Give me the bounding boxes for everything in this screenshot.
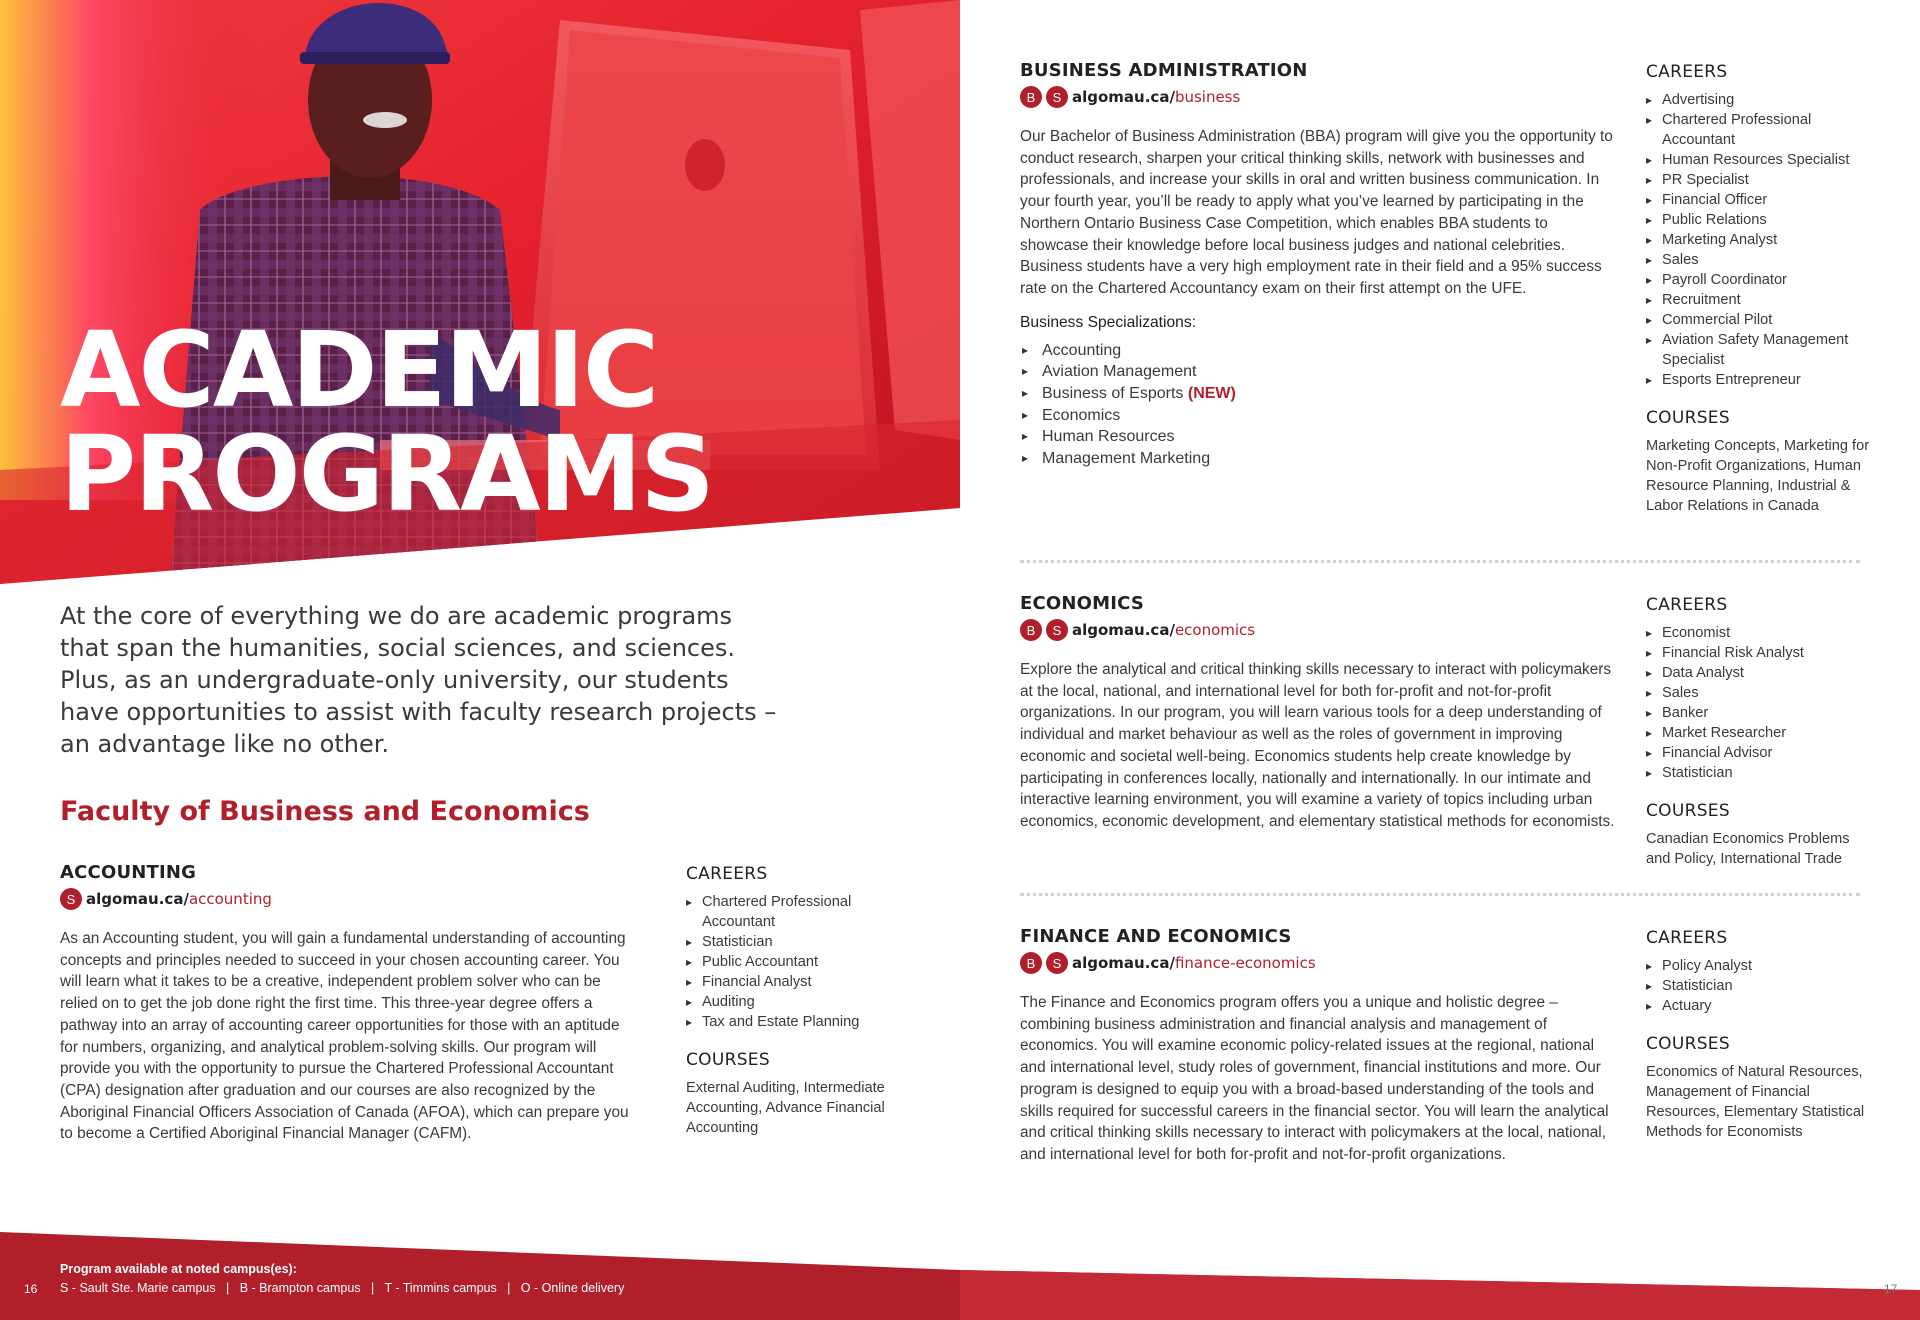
- business-section: [1020, 60, 1620, 470]
- campus-badge-s: S: [60, 888, 82, 910]
- url-path[interactable]: economics: [1174, 621, 1256, 639]
- list-item: ▸ Financial Advisor: [1646, 743, 1876, 763]
- economics-title: ECONOMICS: [1020, 593, 1145, 614]
- list-item: ▸ Policy Analyst: [1646, 956, 1876, 976]
- careers-heading: CAREERS: [1646, 62, 1728, 82]
- list-item: ▸ PR Specialist: [1646, 170, 1876, 190]
- economics-careers-list: [1646, 623, 1876, 783]
- footer-campus-legend: S - Sault Ste. Marie campus | B - Brampton campus | T - Timmins campus | O - Online delivery: [60, 1281, 625, 1295]
- list-item: ▸ Commercial Pilot: [1646, 310, 1876, 330]
- campus-badge-s: S: [1046, 619, 1068, 641]
- list-item: ▸ Statistician: [686, 932, 916, 952]
- finance-url[interactable]: [1020, 952, 1620, 974]
- url-domain: algomau.ca/: [1072, 621, 1175, 639]
- economics-courses: Canadian Economics Problems and Policy, International Trade: [1646, 831, 1850, 867]
- list-item: ▸ Banker: [1646, 703, 1876, 723]
- list-item: ▸ Sales: [1646, 250, 1876, 270]
- accounting-courses: External Auditing, Intermediate Accounting, Advance Financial Accounting: [686, 1080, 885, 1136]
- list-item: ▸ Auditing: [686, 992, 916, 1012]
- list-item: ▸ Public Relations: [1646, 210, 1876, 230]
- economics-section: [1020, 593, 1620, 833]
- intro-paragraph: At the core of everything we do are academic programs that span the humanities, social sciences, and sciences. Plus, as an undergraduate-only university, our students have opportunities to assist with faculty research projects – an advantage like no other.: [60, 602, 777, 758]
- courses-heading: COURSES: [1646, 1034, 1730, 1054]
- business-url[interactable]: [1020, 86, 1620, 108]
- list-item: ▸ Economics: [1020, 405, 1620, 427]
- list-item: ▸ Recruitment: [1646, 290, 1876, 310]
- campus-badge-b: B: [1020, 952, 1042, 974]
- list-item: [1020, 383, 1620, 405]
- list-item: ▸ Aviation Safety Management Specialist: [1646, 330, 1876, 370]
- list-item: ▸ Human Resources: [1020, 426, 1620, 448]
- business-careers-list: [1646, 90, 1876, 390]
- accounting-careers-list: [686, 892, 916, 1032]
- hero-title-line1: ACADEMIC: [60, 309, 658, 431]
- footer-band: [0, 1232, 1920, 1320]
- finance-courses: Economics of Natural Resources, Management of Financial Resources, Elementary Statistical Methods for Economists: [1646, 1064, 1865, 1140]
- section-divider: [1020, 560, 1860, 563]
- specializations-list: [1020, 340, 1620, 470]
- accounting-description: As an Accounting student, you will gain a fundamental understanding of accounting concepts and principles needed to succeed in your chosen accounting career. You will learn what it takes to be a creative, independent problem solver who can be relied on to get the job done right the first time. This three-year degree offers a pathway into an array of accounting career opportunities for those with an aptitude for numbers, organizing, and analytical problem-solving skills. Our program will provide you with the opportunity to pursue the Chartered Professional Accountant (CPA) designation after graduation and our courses are also recognized by the Aboriginal Financial Officers Association of Canada (AFOA), which can prepare you to become a Certified Aboriginal Financial Manager (CAFM).: [60, 930, 629, 1143]
- finance-description: The Finance and Economics program offers you a unique and holistic degree – combining business administration and financial analysis and management of economics. You will examine economic policy-related issues at the regional, national and international level, study roles of government, financial institutions and more. Our program is designed to equip you with a broad-based understanding of the tools and skills required for successful careers in the financial sector. You will learn the analytical and critical thinking skills necessary to interact with policymakers at the local, national, and international level for both for-profit and not-for-profit organizations.: [1020, 994, 1609, 1163]
- courses-heading: COURSES: [1646, 801, 1730, 821]
- list-item: ▸ Financial Risk Analyst: [1646, 643, 1876, 663]
- economics-description: Explore the analytical and critical thinking skills necessary to interact with policymakers at the local, national, and international level for both for-profit and not-for-profit organizations. In our program, you will learn various tools for a deep understanding of individual and market behaviour as well as the roles of government in improving economic and societal well-being. Economics students help create knowledge by participating in conferences locally, nationally and internationally. In our intimate and interactive learning environment, you will examine a variety of topics including urban economics, economic development, and elementary statistical methods for economists.: [1020, 661, 1615, 830]
- list-item: ▸ Economist: [1646, 623, 1876, 643]
- url-path[interactable]: business: [1174, 88, 1241, 106]
- accounting-sidebar: [686, 864, 916, 1138]
- list-item: ▸ Chartered Professional Accountant: [686, 892, 916, 932]
- careers-heading: CAREERS: [686, 864, 768, 884]
- hero-photo: [0, 0, 960, 590]
- finance-careers-list: [1646, 956, 1876, 1016]
- list-item: ▸ Actuary: [1646, 996, 1876, 1016]
- list-item: ▸ Public Accountant: [686, 952, 916, 972]
- list-item: ▸ Statistician: [1646, 976, 1876, 996]
- business-description: Our Bachelor of Business Administration (BBA) program will give you the opportunity to conduct research, sharpen your critical thinking skills, network with businesses and professionals, and increase your skills in oral and written business communication. In your fourth year, you’ll be ready to apply what you’ve learned by participating in the Northern Ontario Business Case Competition, which enables BBA students to showcase their knowledge before local business judges and national celebrities. Business students have a very high employment rate in their field and a 95% success rate on the Chartered Accountancy exam on their first attempt on the UFE.: [1020, 128, 1613, 297]
- list-item: ▸ Financial Analyst: [686, 972, 916, 992]
- specialization-label: Business of Esports: [1042, 385, 1184, 403]
- finance-sidebar: [1646, 928, 1876, 1142]
- footer-note: Program available at noted campus(es):: [60, 1262, 297, 1276]
- url-path[interactable]: accounting: [188, 890, 272, 908]
- section-divider: [1020, 893, 1860, 896]
- list-item: ▸ Advertising: [1646, 90, 1876, 110]
- accounting-title: ACCOUNTING: [60, 862, 197, 883]
- courses-heading: COURSES: [686, 1050, 770, 1070]
- list-item: ▸ Chartered Professional Accountant: [1646, 110, 1876, 150]
- hero-title: [60, 309, 714, 535]
- list-item: ▸ Statistician: [1646, 763, 1876, 783]
- campus-badge-s: S: [1046, 86, 1068, 108]
- careers-heading: CAREERS: [1646, 595, 1728, 615]
- footer-shape: [0, 1232, 1920, 1320]
- campus-badge-s: S: [1046, 952, 1068, 974]
- list-item: ▸ Aviation Management: [1020, 361, 1620, 383]
- courses-heading: COURSES: [1646, 408, 1730, 428]
- campus-badge-b: B: [1020, 86, 1042, 108]
- url-domain: algomau.ca/: [1072, 88, 1175, 106]
- finance-title: FINANCE AND ECONOMICS: [1020, 926, 1292, 947]
- finance-section: [1020, 926, 1620, 1166]
- accounting-section: [60, 862, 640, 1145]
- list-item: ▸ Human Resources Specialist: [1646, 150, 1876, 170]
- specializations-heading: Business Specializations:: [1020, 313, 1196, 331]
- page-number-right: 17: [1884, 1282, 1898, 1296]
- list-item: ▸ Esports Entrepreneur: [1646, 370, 1876, 390]
- economics-url[interactable]: [1020, 619, 1620, 641]
- list-item: ▸ Financial Officer: [1646, 190, 1876, 210]
- business-title: BUSINESS ADMINISTRATION: [1020, 60, 1308, 81]
- business-courses: Marketing Concepts, Marketing for Non-Profit Organizations, Human Resource Planning, Industrial & Labor Relations in Canada: [1646, 438, 1870, 514]
- list-item: ▸ Sales: [1646, 683, 1876, 703]
- economics-sidebar: [1646, 595, 1876, 869]
- page-number-left: 16: [24, 1282, 38, 1296]
- hero-title-line2: PROGRAMS: [60, 413, 714, 535]
- list-item: ▸ Market Researcher: [1646, 723, 1876, 743]
- careers-heading: CAREERS: [1646, 928, 1728, 948]
- faculty-heading: Faculty of Business and Economics: [60, 796, 590, 827]
- list-item: ▸ Payroll Coordinator: [1646, 270, 1876, 290]
- url-domain: algomau.ca/: [1072, 954, 1175, 972]
- list-item: ▸ Accounting: [1020, 340, 1620, 362]
- list-item: ▸ Marketing Analyst: [1646, 230, 1876, 250]
- list-item: ▸ Management Marketing: [1020, 448, 1620, 470]
- business-sidebar: [1646, 62, 1876, 516]
- list-item: ▸ Tax and Estate Planning: [686, 1012, 916, 1032]
- accounting-url[interactable]: [60, 888, 640, 910]
- url-path[interactable]: finance-economics: [1174, 954, 1316, 972]
- url-domain: algomau.ca/: [86, 890, 189, 908]
- new-tag: (NEW): [1187, 385, 1236, 403]
- list-item: ▸ Data Analyst: [1646, 663, 1876, 683]
- campus-badge-b: B: [1020, 619, 1042, 641]
